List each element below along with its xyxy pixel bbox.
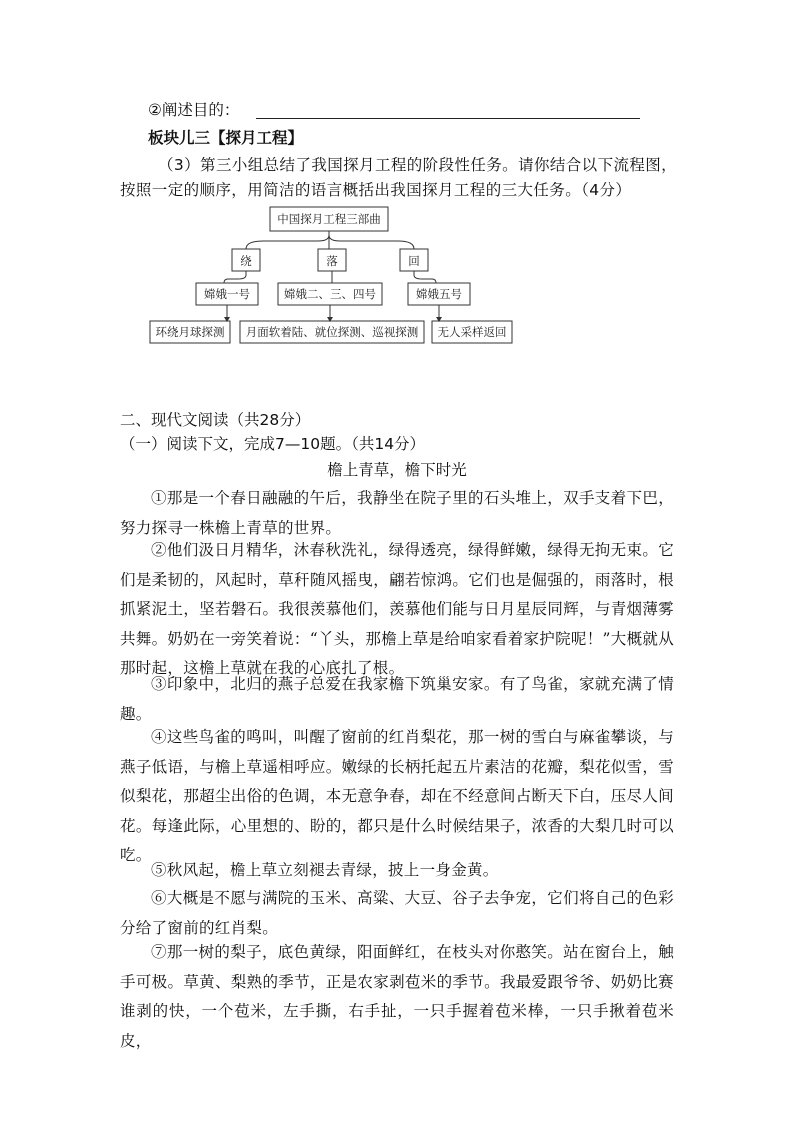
article-paragraph-3: ③印象中，北归的燕子总爱在我家檐下筑巢安家。有了鸟雀，家就充满了情趣。 [120, 675, 674, 723]
flowchart-root-label: 中国探月工程三部曲 [277, 212, 381, 226]
article-paragraph-4: ④这些鸟雀的鸣叫，叫醒了窗前的红肖梨花，那一树的雪白与麻雀攀谈，与燕子低语，与檐上草遥相呼应。嫩绿的长柄托起五片素洁的花瓣，梨花似雪，雪似梨花，那超尘出俗的色调，本无意争春，却在不经意间占断天下白，压尽人间花。每逢此际，心里想的、盼的，都只是什么时候结果子，浓香的大梨几时可以吃。 [120, 728, 674, 864]
mission-label-3: 嫦娥五号 [416, 287, 462, 301]
task-label-3: 无人采样返回 [437, 325, 507, 339]
article-paragraph-2: ②他们汲日月精华，沐春秋洗礼，绿得透亮，绿得鲜嫩，绿得无拘无束。它们是柔韧的，风起时，草秆随风摇曳，翩若惊鸿。它们也是倔强的，雨落时，根抓紧泥土，坚若磐石。我很羡慕他们，羡慕他们能与日月星辰同辉，与青烟薄雾共舞。奶奶在一旁笑着说：“丫头，那檐上草是给咱家看着家护院呢！”大概就从那时起，这檐上草就在我的心底扎了根。 [120, 541, 674, 677]
connector-v3-m3 [414, 271, 436, 283]
article-paragraph-6: ⑥大概是不愿与满院的玉米、高粱、大豆、谷子去争宠，它们将自己的色彩分给了窗前的红肖梨。 [120, 889, 674, 937]
question-line-2: 按照一定的顺序，用简洁的语言概括出我国探月工程的三大任务。（4分） [120, 181, 632, 199]
mission-label-1: 嫦娥一号 [204, 287, 250, 301]
article-title: 檐上青草，檐下时光 [327, 461, 467, 479]
verb-label-3: 回 [408, 254, 420, 268]
article-paragraph-7: ⑦那一树的梨子，底色黄绿，阳面鲜红，在枝头对你憨笑。站在窗台上，触手可极。草黄、梨熟的季节，正是农家剥苞米的季节。我最爱跟爷爷、奶奶比赛谁剥的快，一个苞米，左手撕，右手扯，一只手握着苞米棒，一只手揪着苞米皮， [120, 943, 674, 1050]
block-heading: 板块儿三【探月工程】 [148, 129, 304, 147]
section-heading: 二、现代文阅读（共28分） [120, 411, 311, 429]
mission-label-2: 嫦娥二、三、四号 [284, 287, 376, 301]
connector-root-right [329, 235, 414, 249]
task-label-1: 环绕月球探测 [155, 325, 225, 339]
purpose-label: ②阐述目的： [148, 101, 240, 119]
task-label-2: 月面软着陆、就位探测、巡视探测 [245, 325, 419, 339]
connector-root-left [246, 231, 329, 249]
answer-blank-line[interactable] [256, 118, 640, 119]
lunar-program-flowchart [148, 205, 518, 350]
connector-v1-m1 [224, 271, 246, 283]
article-paragraph-1: ①那是一个春日融融的午后，我静坐在院子里的石头堆上，双手支着下巴，努力探寻一株檐上青草的世界。 [120, 489, 674, 537]
subsection-heading: （一）阅读下文，完成7—10题。（共14分） [120, 435, 426, 453]
verb-label-1: 绕 [240, 254, 252, 268]
article-paragraph-5: ⑤秋风起，檐上草立刻褪去青绿，披上一身金黄。 [151, 861, 499, 879]
verb-label-2: 落 [326, 254, 338, 268]
question-line-1: （3）第三小组总结了我国探月工程的阶段性任务。请你结合以下流程图， [158, 156, 678, 174]
